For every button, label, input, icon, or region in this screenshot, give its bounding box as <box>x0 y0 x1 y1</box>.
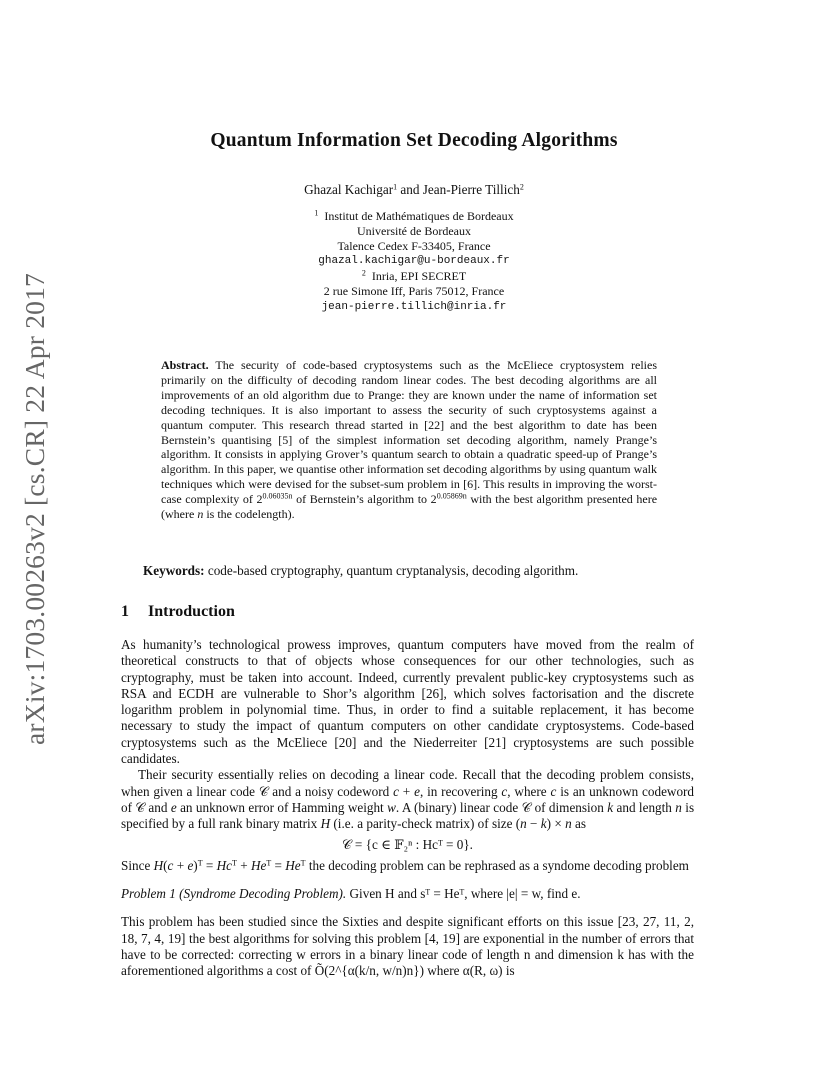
keywords <box>143 563 683 579</box>
authors-line <box>0 182 828 198</box>
section-title: Introduction <box>148 603 235 620</box>
affiliation-1-mark: 1 <box>314 208 319 218</box>
paragraph-3: Since $H(c + e)^T = Hc^T + He^T = He^T$ the decoding problem can be rephrased as a syndome decoding problem <box>121 857 689 873</box>
section-heading <box>121 603 235 621</box>
paragraph-4: This problem has been studied since the Sixties and despite significant efforts on this issue [23, 27, 11, 2, 18, 7, 4, 19] the best algorithms for solving this problem [4, 19] are exponential in the number of errors that have to be corrected: correcting w errors in a binary linear code of length n and dimension k has with the aforementioned algorithms a cost of Õ(2^{α(k/n, w/n)n}) where α(R, ω) is <box>121 914 694 979</box>
abstract-text-2: of Bernstein’s algorithm to <box>296 492 428 507</box>
abstract-exponent-1: 0.06035n <box>262 491 293 501</box>
arxiv-id-text: arXiv:1703.00263v2 [cs.CR] 22 Apr 2017 <box>19 272 50 746</box>
affiliation-2-institute: Inria, EPI SECRET <box>371 269 467 284</box>
paper-title: Quantum Information Set Decoding Algorithms <box>210 130 618 151</box>
affiliations <box>0 209 828 315</box>
abstract-text-3: with the best algorithm presented here (where <box>161 492 658 522</box>
paragraph-1: As humanity’s technological prowess improves, quantum computers have moved from the realm of theoretical constructs to that of objects whose consequences for our other technologies, such as cryptography, must be taken into account. Indeed, currently prevalent public-key cryptosystems such as RSA and ECDH are vulnerable to Shor’s algorithm [26], which solves factorisation and the discrete logarithm problem in polynomial time. Thus, in order to find a suitable replacement, it has become necessary to study the impact of quantum computers on other candidate cryptosystems. Code-based cryptosystems such as the McEliece [20] and the Niederreiter [21] cryptosystems are such possible candidates. <box>121 637 694 767</box>
keywords-label: Keywords: <box>143 563 205 578</box>
affiliation-2-address: 2 rue Simone Iff, Paris 75012, France <box>323 284 505 299</box>
abstract-label: Abstract. <box>161 358 209 372</box>
affiliation-2 <box>0 269 828 284</box>
affiliation-2-mark: 2 <box>361 268 366 278</box>
abstract: Abstract. The security of code-based cryptosystems such as the McEliece cryptosystem relies primarily on the difficulty of decoding random linear codes. The best decoding algorithms are all improvements of an old algorithm due to Prange: they are known under the name of information set decoding techniques. It is also important to assess the security of such cryptosystems against a quantum computer. This research thread started in [22] and the best algorithm to date has been Bernstein’s quantising [5] of the simplest information set decoding algorithm, namely Prange’s algorithm. It consists in applying Grover’s quantum search to obtain a quadratic speed-up of Prange’s algorithm. In this paper, we quantise other information set decoding algorithms by using quantum walk techniques which were devised for the subset-sum problem in [6]. This results in improving the worst-case complexity of $2^{0.06035n}$ of Bernstein’s algorithm to $2^{0.05869n}$ with the best algorithm presented here (where n is the codelength). <box>161 358 658 522</box>
affiliation-1 <box>0 209 828 224</box>
author-2: Jean-Pierre Tillich <box>422 182 520 197</box>
affiliation-1-address: Talence Cedex F-33405, France <box>337 239 491 254</box>
email-2: jean-pierre.tillich@inria.fr <box>321 300 507 313</box>
body-text <box>121 637 694 980</box>
abstract-text-1: The security of code-based cryptosystems such as the McEliece cryptosystem relies primarily on the difficulty of decoding random linear codes. The best decoding algorithms are all improvements of an old algorithm due to Prange: they are known under the name of information set decoding techniques. It is also important to assess the security of such cryptosystems against a quantum computer. This research thread started in [22] and the best algorithm to date has been Bernstein’s quantising [5] of the simplest information set decoding algorithm, namely Prange’s algorithm. It consists in applying Grover’s quantum search to obtain a quadratic speed-up of Prange’s algorithm. In this paper, we quantise other information set decoding algorithms by using quantum walk techniques which were devised for the subset-sum problem in [6]. This results in improving the worst-case complexity of <box>161 358 657 507</box>
problem-label: Problem 1 (Syndrome Decoding Problem). <box>121 886 347 902</box>
keywords-text: code-based cryptography, quantum cryptanalysis, decoding algorithm. <box>207 563 579 578</box>
section-number: 1 <box>121 603 129 620</box>
affiliation-1-university: Université de Bordeaux <box>357 224 471 239</box>
problem-statement <box>121 886 694 902</box>
affiliation-1-institute: Institut de Mathématiques de Bordeaux <box>324 209 514 223</box>
problem-text: Given H and sᵀ = Heᵀ, where |e| = w, find e. <box>349 886 581 902</box>
author-1-mark: 1 <box>393 182 398 192</box>
email-1: ghazal.kachigar@u-bordeaux.fr <box>318 255 510 268</box>
authors-and: and <box>397 182 423 197</box>
arxiv-identifier <box>19 272 50 746</box>
abstract-exponent-2: 0.05869n <box>436 491 467 501</box>
author-2-mark: 2 <box>519 182 524 192</box>
abstract-text-4: is the codelength). <box>206 507 295 522</box>
paragraph-2: Their security essentially relies on decoding a linear code. Recall that the decoding problem consists, when given a linear code 𝒞 and a noisy codeword c + e, in recovering c, where c is an unknown codeword of 𝒞 and e an unknown error of Hamming weight w. A (binary) linear code 𝒞 of dimension k and length n is specified by a full rank binary matrix H (i.e. a parity-check matrix) of size (n − k) × n as <box>121 767 695 832</box>
code-definition-equation: 𝒞 = {c ∈ 𝔽₂ⁿ : Hcᵀ = 0}. <box>342 836 473 852</box>
author-1: Ghazal Kachigar <box>304 182 394 197</box>
